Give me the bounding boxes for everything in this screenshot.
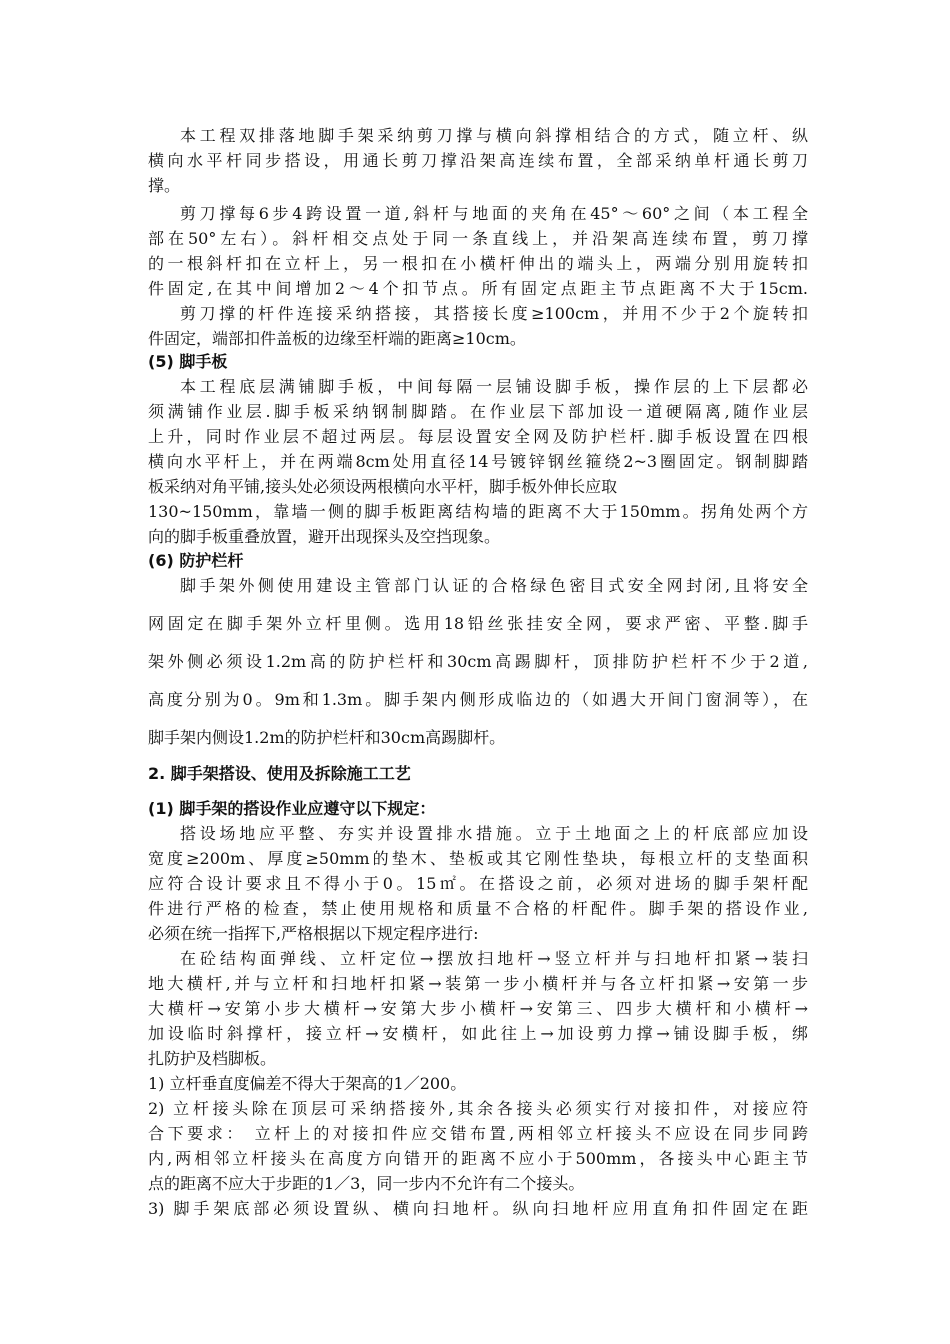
paragraph-line: 须满铺作业层.脚手板采纳钢制脚踏。在作业层下部加设一道硬隔离,随作业层 [148,402,808,421]
paragraph-line: 应符合设计要求且不得小于0。15㎡。在搭设之前，必须对进场的脚手架杆配 [148,874,808,893]
paragraph-line: 件进行严格的检查，禁止使用规格和质量不合格的杆配件。脚手架的搭设作业, [148,899,808,918]
paragraph-line: 的一根斜杆扣在立杆上，另一根扣在小横杆伸出的端头上，两端分别用旋转扣 [148,254,808,273]
paragraph-line: 加设临时斜撑杆，接立杆→安横杆，如此往上→加设剪力撑→铺设脚手板，绑 [148,1024,808,1043]
paragraph-line: 必须在统一指挥下,严格根据以下规定程序进行: [148,924,479,943]
list-item: 内,两相邻立杆接头在高度方向错开的距离不应小于500mm，各接头中心距主节 [148,1149,808,1168]
paragraph-line: 宽度≥200m、厚度≥50mm的垫木、垫板或其它刚性垫块，每根立杆的支垫面积 [148,849,808,868]
paragraph-line: 剪刀撑的杆件连接采纳搭接，其搭接长度≥100cm，并用不少于2个旋转扣 [180,304,808,323]
paragraph-line: 本工程底层满铺脚手板，中间每隔一层铺设脚手板，操作层的上下层都必 [180,377,808,396]
paragraph-line: 大横杆→安第小步大横杆→安第大步小横杆→安第三、四步大横杆和小横杆→ [148,999,808,1018]
section-heading: (5) 脚手板 [148,352,228,371]
list-item: 2) 立杆接头除在顶层可采纳搭接外,其余各接头必须实行对接扣件，对接应符 [148,1099,808,1118]
subsection-heading: (1) 脚手架的搭设作业应遵守以下规定： [148,799,436,818]
paragraph-line: 部在50°左右）。斜杆相交点处于同一条直线上，并沿架高连续布置，剪刀撑 [148,229,808,248]
paragraph-line: 板采纳对角平铺,接头处必须设两根横向水平杆，脚手板外伸长应取 [148,477,618,496]
paragraph-line: 脚手架外侧使用建设主管部门认证的合格绿色密目式安全网封闭,且将安全 [180,576,808,595]
paragraph-line: 撑。 [148,176,181,195]
paragraph-line: 地大横杆,并与立杆和扫地杆扣紧→装第一步小横杆并与各立杆扣紧→安第一步 [148,974,808,993]
paragraph-line: 脚手架内侧设1.2m的防护栏杆和30cm高踢脚杆。 [148,728,506,747]
paragraph-line: 搭设场地应平整、夯实并设置排水措施。立于土地面之上的杆底部应加设 [180,824,808,843]
paragraph-line: 件固定，端部扣件盖板的边缘至杆端的距离≥10cm。 [148,329,526,348]
paragraph-line: 扎防护及档脚板。 [148,1049,277,1068]
paragraph-line: 上升，同时作业层不超过两层。每层设置安全网及防护栏杆.脚手板设置在四根 [148,427,808,446]
paragraph-line: 向的脚手板重叠放置，避开出现探头及空挡现象。 [148,527,501,546]
list-item: 3) 脚手架底部必须设置纵、横向扫地杆。纵向扫地杆应用直角扣件固定在距 [148,1199,808,1218]
section-heading: (6) 防护栏杆 [148,551,244,570]
paragraph-line: 剪刀撑每6步4跨设置一道,斜杆与地面的夹角在45°～60°之间（本工程全 [180,204,808,223]
paragraph-line: 在砼结构面弹线、立杆定位→摆放扫地杆→竖立杆并与扫地杆扣紧→装扫 [180,949,808,968]
paragraph-line: 网固定在脚手架外立杆里侧。选用18铅丝张挂安全网，要求严密、平整.脚手 [148,614,808,633]
section-heading: 2. 脚手架搭设、使用及拆除施工工艺 [148,764,411,783]
list-item: 1) 立杆垂直度偏差不得大于架高的1／200。 [148,1074,467,1093]
paragraph-line: 架外侧必须设1.2m高的防护栏杆和30cm高踢脚杆，顶排防护栏杆不少于2道, [148,652,808,671]
paragraph-line: 高度分别为0。9m和1.3m。脚手架内侧形成临边的（如遇大开间门窗洞等），在 [148,690,808,709]
paragraph-line: 件固定,在其中间增加2～4个扣节点。所有固定点距主节点距离不大于15cm. [148,279,808,298]
paragraph-line: 横向水平杆同步搭设，用通长剪刀撑沿架高连续布置，全部采纳单杆通长剪刀 [148,151,808,170]
list-item: 点的距离不应大于步距的1／3，同一步内不允许有二个接头。 [148,1174,585,1193]
paragraph-line: 横向水平杆上，并在两端8cm处用直径14号镀锌钢丝箍绕2~3圈固定。钢制脚踏 [148,452,808,471]
paragraph-line: 130~150mm，靠墙一侧的脚手板距离结构墙的距离不大于150mm。拐角处两个方 [148,502,808,521]
list-item: 合下要求： 立杆上的对接扣件应交错布置,两相邻立杆接头不应设在同步同跨 [148,1124,808,1143]
paragraph-line: 本工程双排落地脚手架采纳剪刀撑与横向斜撑相结合的方式，随立杆、纵 [180,126,808,145]
